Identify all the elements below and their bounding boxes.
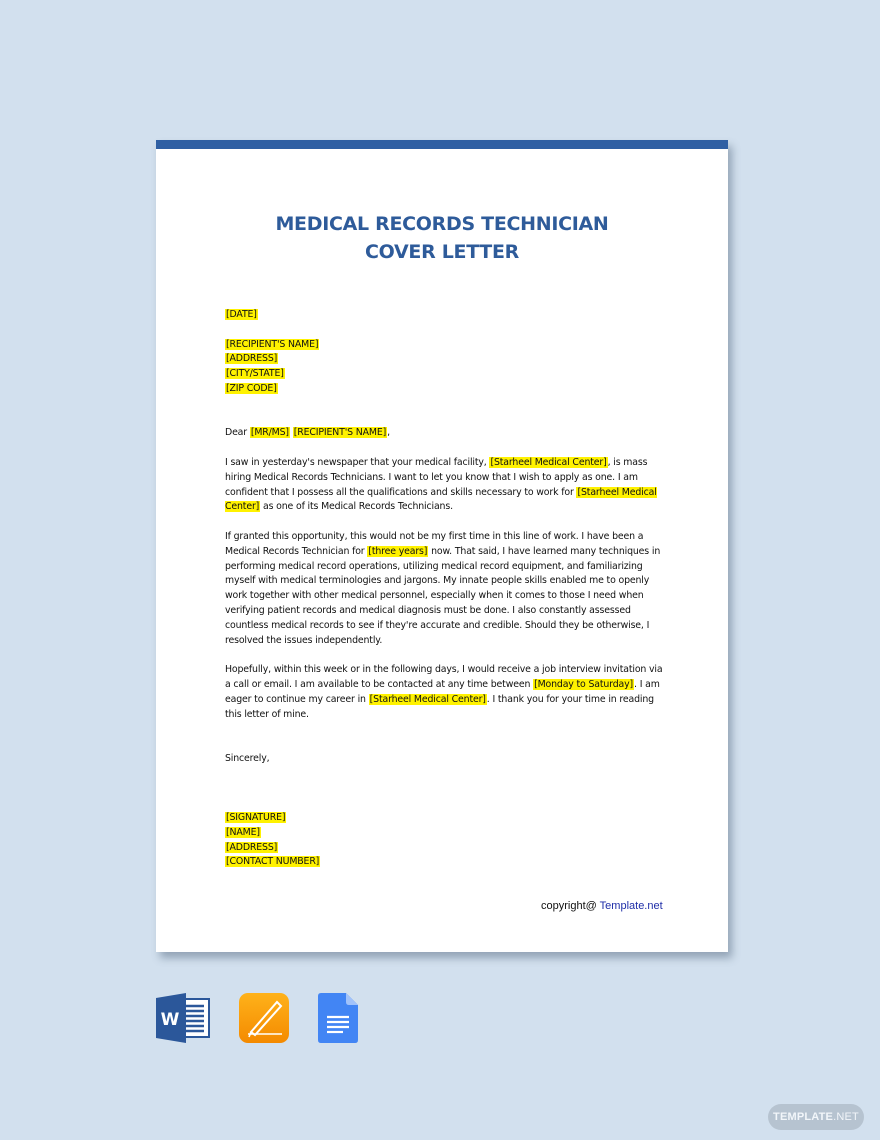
document-title: [156, 210, 728, 266]
company-placeholder: [Starheel Medical Center]: [490, 456, 607, 468]
svg-text:W: W: [160, 1010, 180, 1030]
sender-contact: [CONTACT NUMBER]: [226, 856, 320, 868]
document-page: [156, 140, 728, 952]
salutation-honorific: [MR/MS]: [250, 427, 289, 439]
page-accent-bar: [156, 140, 728, 149]
template-net-watermark[interactable]: TEMPLATE.NET: [768, 1104, 864, 1130]
copyright-link[interactable]: Template.net: [599, 900, 663, 912]
recipient-address: [ADDRESS]: [226, 353, 278, 365]
title-line-1: MEDICAL RECORDS TECHNICIAN: [275, 213, 609, 235]
pages-icon[interactable]: [239, 993, 289, 1043]
recipient-city-state: [CITY/STATE]: [226, 368, 284, 380]
google-docs-icon[interactable]: [318, 993, 358, 1043]
letter-body: [225, 308, 665, 870]
sender-name: [NAME]: [226, 826, 260, 838]
recipient-zip: [ZIP CODE]: [226, 382, 277, 394]
company-placeholder: [Starheel Medical Center]: [369, 693, 486, 705]
sender-block: [225, 811, 665, 870]
recipient-block: [225, 338, 665, 397]
salutation: Dear [MR/MS] [RECIPIENT'S NAME],: [225, 427, 390, 439]
recipient-name: [RECIPIENT'S NAME]: [226, 338, 319, 350]
date-placeholder: [DATE]: [226, 309, 257, 320]
closing: Sincerely,: [225, 752, 270, 764]
copyright-notice: copyright@ Template.net: [541, 900, 663, 912]
paragraph-3: Hopefully, within this week or in the following days, I would receive a job interview invitation via a call or email. I am available to be contacted at any time between [Monday to Saturday]. I am eager to continue my career in [Starheel Medical Center]. I thank you for your time in reading this letter of mine.: [225, 664, 663, 720]
sender-signature: [SIGNATURE]: [226, 812, 286, 824]
paragraph-1: I saw in yesterday's newspaper that your medical facility, [Starheel Medical Center], is mass hiring Medical Records Technicians. I want to let you know that I wish to apply as one. I am confident that I possess all the qualifications and skills necessary to work for [Starheel Medical Center] as one of its Medical Records Technicians.: [225, 456, 657, 513]
sender-address: [ADDRESS]: [226, 841, 278, 853]
paragraph-2: If granted this opportunity, this would not be my first time in this line of work. I have been a Medical Records Technician for [three years] now. That said, I have learned many techniques in performing medical record operations, utilizing medical record equipment, and familiarizing myself with medical terminologies and jargons. My innate people skills enabled me to openly work together with other medical personnel, especially when it comes to those I need when verifying patient records and medical diagnosis must be done. I also constantly assessed countless medical records to see if they're accurate and credible. Should they be otherwise, I resolved the issues independently.: [225, 530, 661, 646]
company-placeholder: [Starheel Medical Center]: [225, 486, 657, 513]
word-icon[interactable]: [156, 993, 210, 1043]
salutation-name: [RECIPIENT'S NAME]: [293, 427, 387, 439]
experience-placeholder: [three years]: [368, 545, 428, 557]
availability-placeholder: [Monday to Saturday]: [534, 678, 634, 690]
title-line-2: COVER LETTER: [365, 241, 519, 263]
